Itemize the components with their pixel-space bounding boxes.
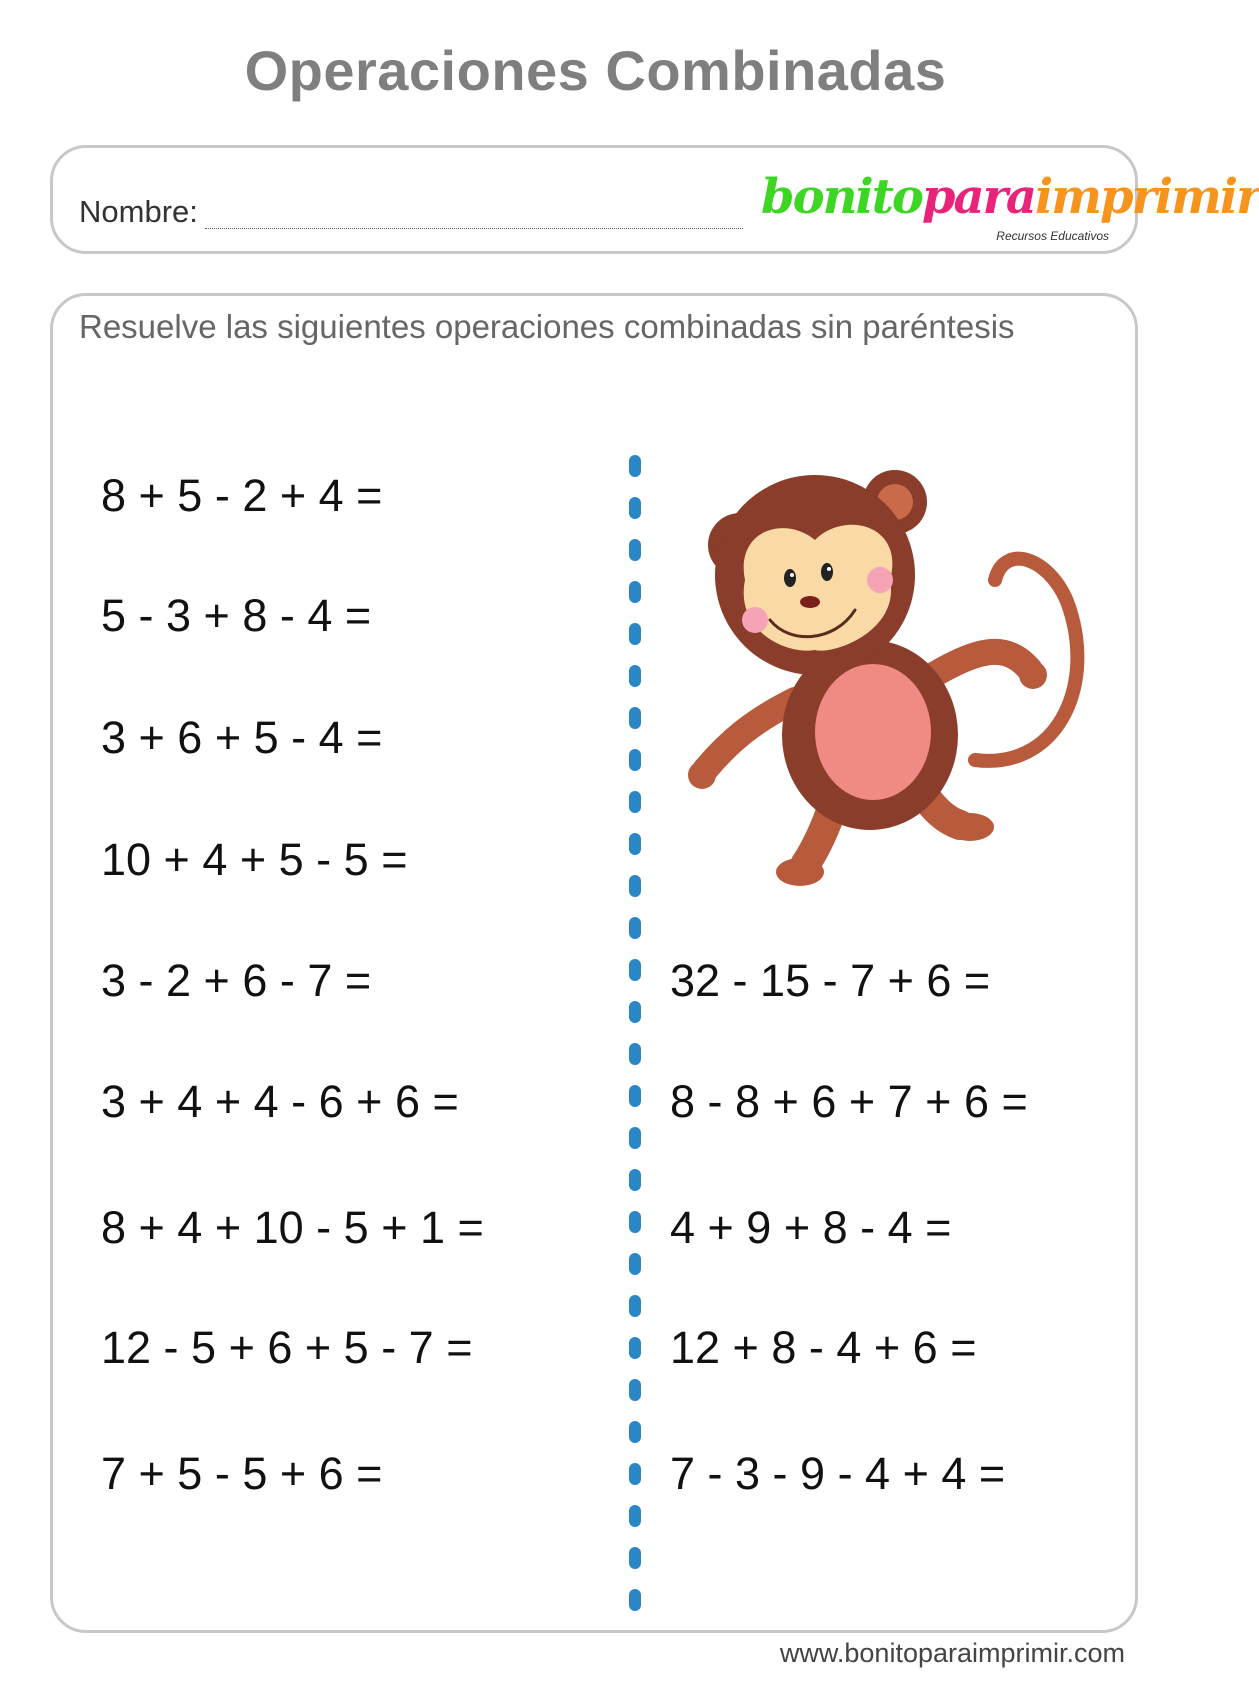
operation-left-2: 5 - 3 + 8 - 4 = bbox=[101, 590, 372, 641]
operation-right-5: 7 - 3 - 9 - 4 + 4 = bbox=[670, 1448, 1006, 1499]
operation-right-1: 32 - 15 - 7 + 6 = bbox=[670, 955, 991, 1006]
logo-part-bonito: bonito bbox=[761, 169, 922, 225]
logo-subtitle: Recursos Educativos bbox=[996, 229, 1109, 243]
page-title: Operaciones Combinadas bbox=[244, 39, 947, 102]
footer-website[interactable]: www.bonitoparaimprimir.com bbox=[779, 1638, 1125, 1668]
operation-left-6: 3 + 4 + 4 - 6 + 6 = bbox=[101, 1076, 459, 1127]
brand-logo bbox=[761, 169, 1259, 243]
operation-left-5: 3 - 2 + 6 - 7 = bbox=[101, 955, 372, 1006]
operation-right-4: 12 + 8 - 4 + 6 = bbox=[670, 1322, 977, 1373]
operation-left-3: 3 + 6 + 5 - 4 = bbox=[101, 712, 383, 763]
monkey-icon bbox=[675, 470, 1095, 890]
name-input-line[interactable] bbox=[205, 228, 743, 229]
operation-left-9: 7 + 5 - 5 + 6 = bbox=[101, 1448, 383, 1499]
instruction-text: Resuelve las siguientes operaciones combinadas sin paréntesis bbox=[79, 308, 1015, 345]
logo-part-para: para bbox=[921, 169, 1035, 225]
operation-left-7: 8 + 4 + 10 - 5 + 1 = bbox=[101, 1202, 484, 1253]
name-label: Nombre: bbox=[79, 194, 198, 229]
name-box bbox=[50, 145, 1259, 254]
dotted-divider bbox=[627, 455, 643, 1615]
operation-left-8: 12 - 5 + 6 + 5 - 7 = bbox=[101, 1322, 473, 1373]
operation-left-1: 8 + 5 - 2 + 4 = bbox=[101, 470, 383, 521]
operation-right-3: 4 + 9 + 8 - 4 = bbox=[670, 1202, 952, 1253]
operation-left-4: 10 + 4 + 5 - 5 = bbox=[101, 834, 408, 885]
logo-part-imprimir: imprimir bbox=[1034, 169, 1259, 225]
operation-right-2: 8 - 8 + 6 + 7 + 6 = bbox=[670, 1076, 1028, 1127]
